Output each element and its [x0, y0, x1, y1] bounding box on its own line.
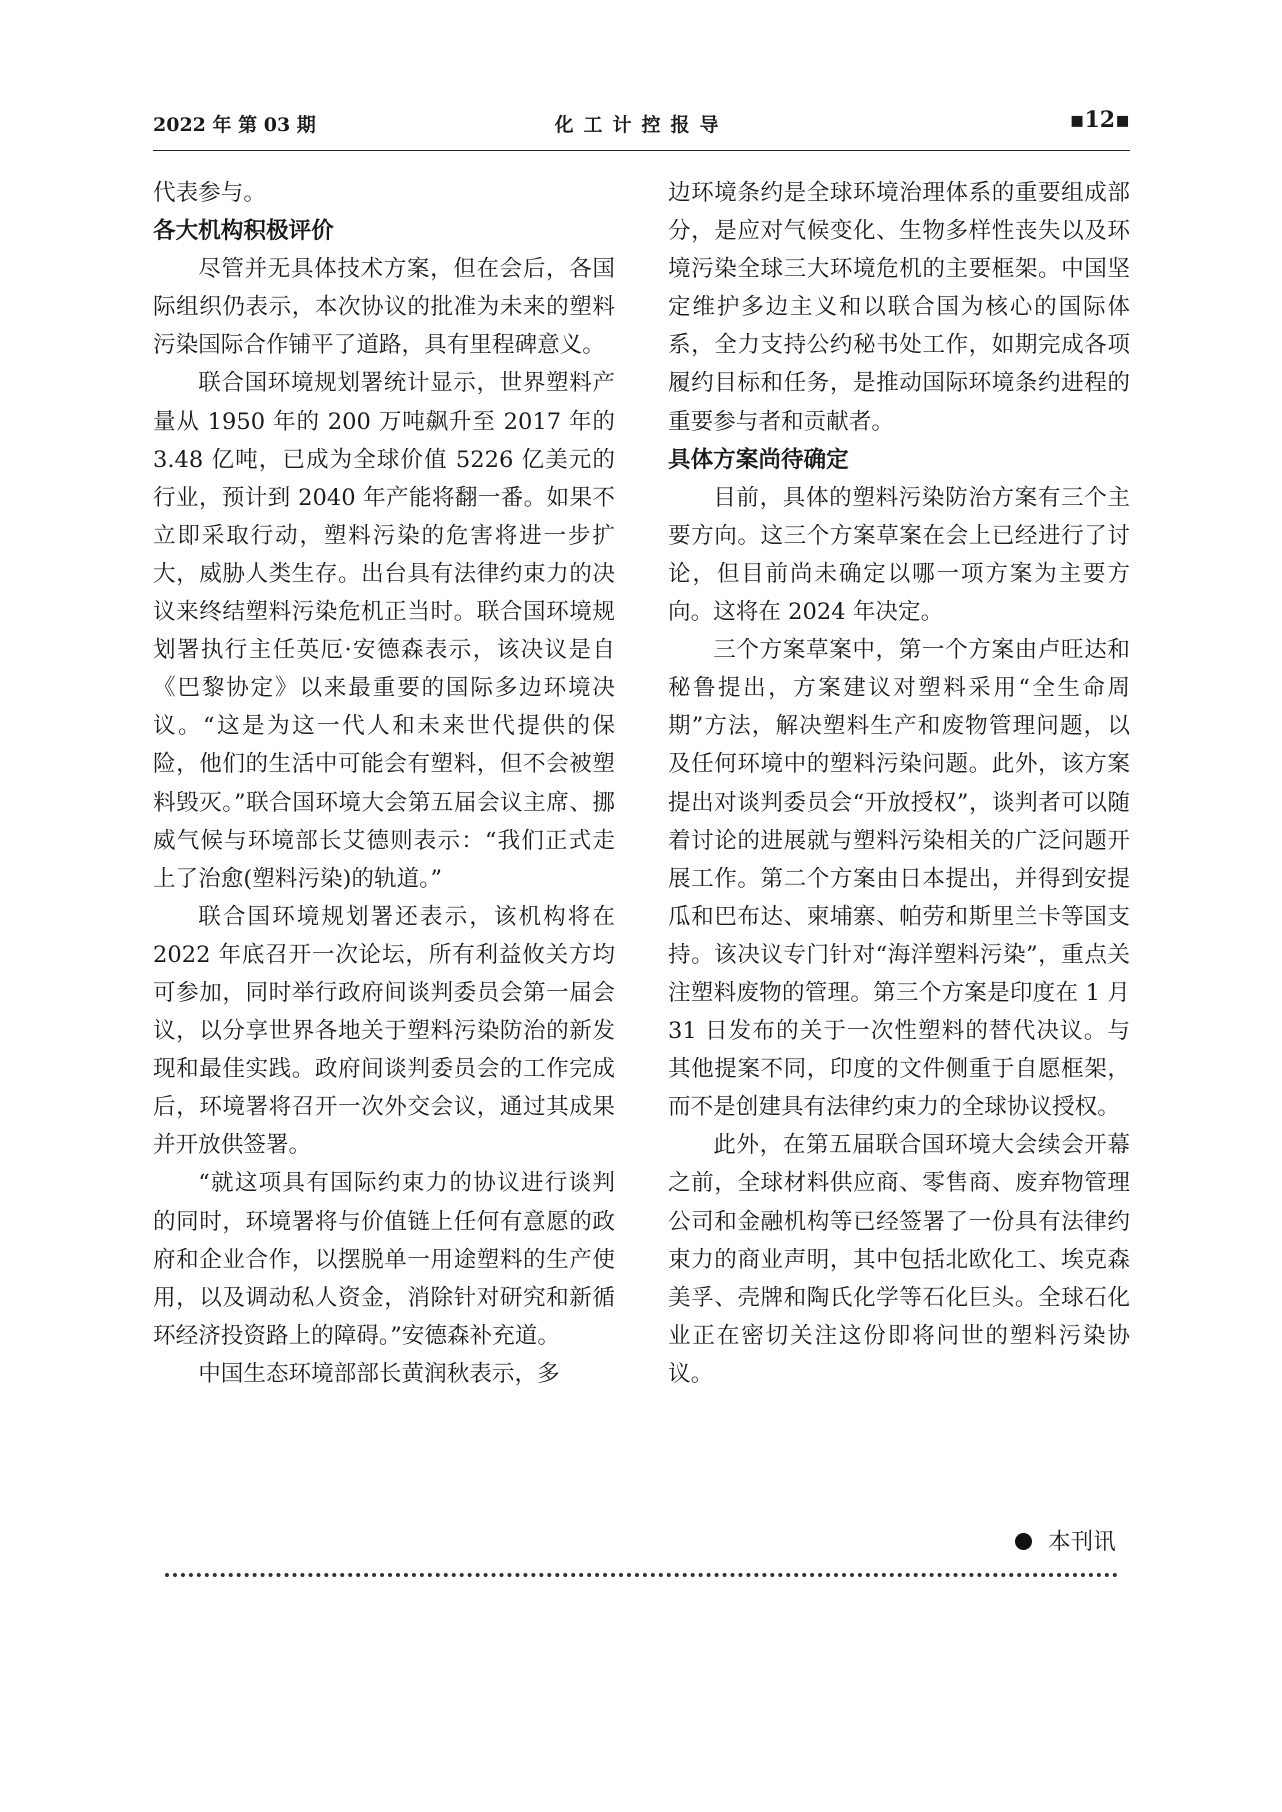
right-column	[668, 174, 1130, 1393]
paragraph: 联合国环境规划署统计显示，世界塑料产量从 1950 年的 200 万吨飙升至 2017 年的 3.48 亿吨，已成为全球价值 5226 亿美元的行业，预计到 2040 年产能将翻一番。如果不立即采取行动，塑料污染的危害将进一步扩大，威胁人类生存。出台具有法律约束力的决议来终结塑料污染危机正当时。联合国环境规划署执行主任英厄·安德森表示，该决议是自《巴黎协定》以来最重要的国际多边环境决议。“这是为这一代人和未来世代提供的保险，他们的生活中可能会有塑料，但不会被塑料毁灭。”联合国环境大会第五届会议主席、挪威气候与环境部长艾德则表示：“我们正式走上了治愈(塑料污染)的轨道。”	[153, 370, 615, 892]
paragraph: 联合国环境规划署还表示，该机构将在 2022 年底召开一次论坛，所有利益攸关方均可参加，同时举行政府间谈判委员会第一届会议，以分享世界各地关于塑料污染防治的新发现和最佳实践。政府间谈判委员会的工作完成后，环境署将召开一次外交会议，通过其成果并开放供签署。	[153, 903, 615, 1159]
paragraph: 代表参与。	[153, 180, 266, 206]
paragraph: 目前，具体的塑料污染防治方案有三个主要方向。这三个方案草案在会上已经进行了讨论，但目前尚未确定以哪一项方案为主要方向。这将在 2024 年决定。	[668, 484, 1130, 626]
paragraph: 边环境条约是全球环境治理体系的重要组成部分，是应对气候变化、生物多样性丧失以及环境污染全球三大环境危机的主要框架。中国坚定维护多边主义和以联合国为核心的国际体系，全力支持公约秘书处工作，如期完成各项履约目标和任务，是推动国际环境条约进程的重要参与者和贡献者。	[668, 180, 1130, 435]
left-column	[153, 174, 615, 1393]
bullet-dot-icon	[1015, 1533, 1032, 1550]
paragraph: 中国生态环境部部长黄润秋表示，多	[198, 1360, 560, 1387]
paragraph: “就这项具有国际约束力的协议进行谈判的同时，环境署将与价值链上任何有意愿的政府和企业合作，以摆脱单一用途塑料的生产使用，以及调动私人资金，消除针对研究和新循环经济投资路上的障碍。”安德森补充道。	[153, 1170, 615, 1349]
signoff-text: 本刊讯	[1048, 1529, 1116, 1555]
paragraph: 尽管并无具体技术方案，但在会后，各国际组织仍表示，本次协议的批准为未来的塑料污染国际合作铺平了道路，具有里程碑意义。	[153, 256, 615, 359]
page-header	[153, 104, 1130, 144]
paragraph: 三个方案草案中，第一个方案由卢旺达和秘鲁提出，方案建议对塑料采用“全生命周期”方法，解决塑料生产和废物管理问题，以及任何环境中的塑料污染问题。此外，该方案提出对谈判委员会“开放授权”，谈判者可以随着讨论的进展就与塑料污染相关的广泛问题开展工作。第二个方案由日本提出，并得到安提瓜和巴布达、柬埔寨、帕劳和斯里兰卡等国支持。该决议专门针对“海洋塑料污染”，重点关注塑料废物的管理。第三个方案是印度在 1 月 31 日发布的关于一次性塑料的替代决议。与其他提案不同，印度的文件侧重于自愿框架，而不是创建具有法律约束力的全球协议授权。	[668, 637, 1130, 1121]
header-rule	[153, 150, 1130, 151]
section-heading: 各大机构积极评价	[153, 218, 334, 245]
section-heading: 具体方案尚待确定	[668, 446, 849, 473]
issue-label: 2022 年 第 03 期	[153, 114, 316, 136]
journal-title: 化工计控报导	[554, 114, 729, 136]
page-number: ▪12▪	[1069, 107, 1130, 133]
dotted-separator	[165, 1573, 1118, 1577]
article-signoff	[1015, 1523, 1116, 1561]
paragraph: 此外，在第五届联合国环境大会续会开幕之前，全球材料供应商、零售商、废弃物管理公司和金融机构等已经签署了一份具有法律约束力的商业声明，其中包括北欧化工、埃克森美孚、壳牌和陶氏化学等石化巨头。全球石化业正在密切关注这份即将问世的塑料污染协议。	[668, 1132, 1130, 1387]
